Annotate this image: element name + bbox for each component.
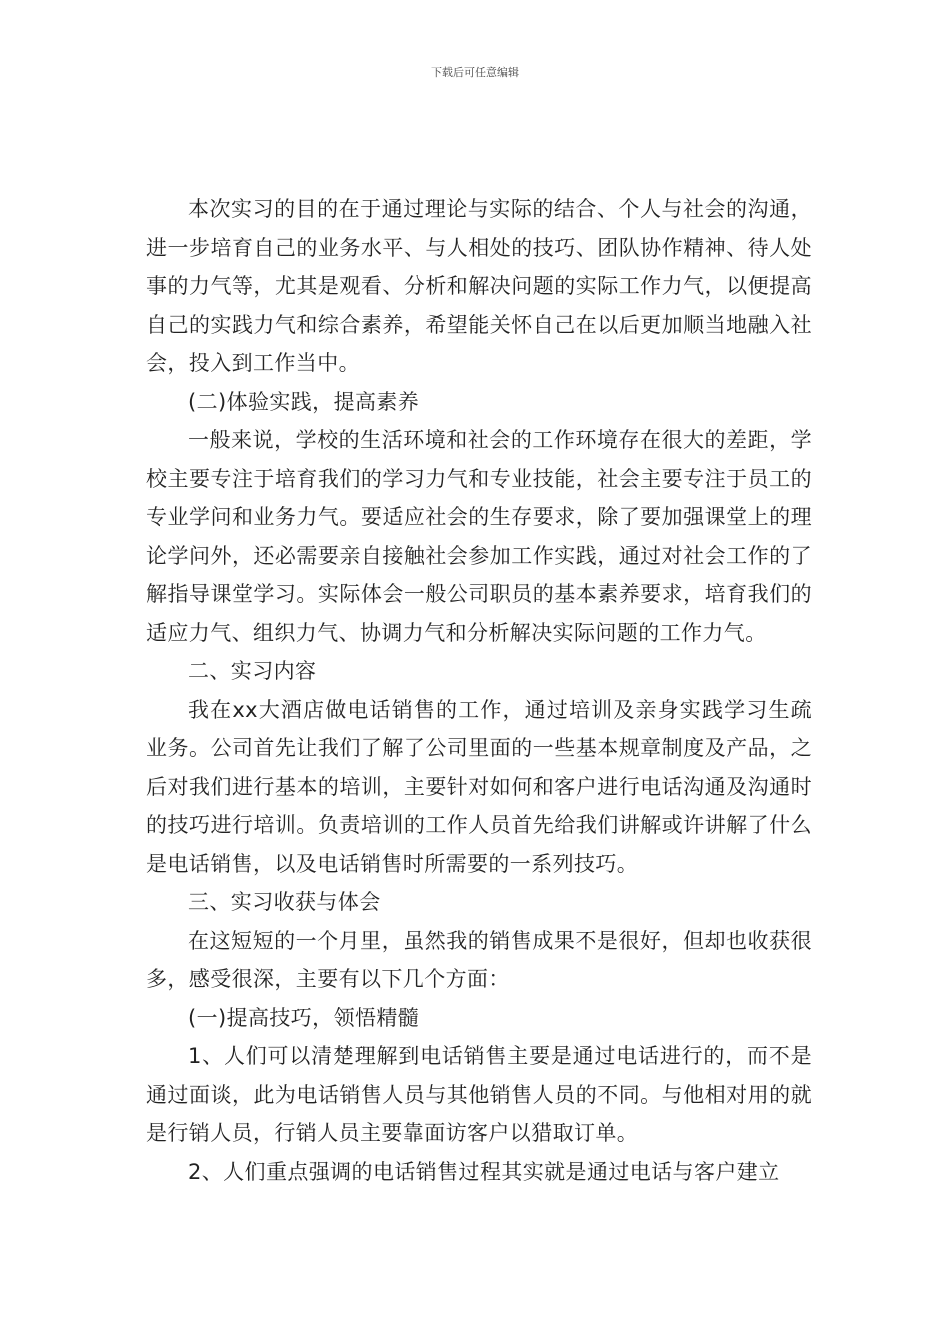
paragraph-telesales-training: 我在xx大酒店做电话销售的工作，通过培训及亲身实践学习生疏业务。公司首先让我们了解了公司里面的一些基本规章制度及产品，之后对我们进行基本的培训，主要针对如何和客户进行电话沟通及沟通时的技巧进行培训。负责培训的工作人员首先给我们讲解或许讲解了什么是电话销售，以及电话销售时所需要的一系列技巧。 xyxy=(146,697,812,876)
document-body xyxy=(146,190,812,1191)
heading-internship-content: 二、实习内容 xyxy=(188,659,317,683)
page-header: 下载后可任意编辑 xyxy=(431,66,519,79)
paragraph-one-month: 在这短短的一个月里，虽然我的销售成果不是很好，但却也收获很多，感受很深，主要有以下几个方面： xyxy=(146,928,812,991)
paragraph-purpose: 本次实习的目的在于通过理论与实际的结合、个人与社会的沟通，进一步培育自己的业务水平、与人相处的技巧、团队协作精神、待人处事的力气等，尤其是观看、分析和解决问题的实际工作力气，以便提高自己的实践力气和综合素养，希望能关怀自己在以后更加顺当地融入社会，投入到工作当中。 xyxy=(146,197,812,375)
heading-experience-practice: (二)体验实践，提高素养 xyxy=(188,389,420,414)
heading-gains-and-experience: 三、实习收获与体会 xyxy=(188,890,381,914)
heading-improve-skills: (一)提高技巧，领悟精髓 xyxy=(188,1005,420,1030)
paragraph-school-vs-society: 一般来说，学校的生活环境和社会的工作环境存在很大的差距，学校主要专注于培育我们的学习力气和专业技能，社会主要专注于员工的专业学问和业务力气。要适应社会的生存要求，除了要加强课堂上的理论学问外，还必需要亲自接触社会参加工作实践，通过对社会工作的了解指导课堂学习。实际体会一般公司职员的基本素养要求，培育我们的适应力气、组织力气、协调力气和分析解决实际问题的工作力气。 xyxy=(146,428,812,645)
paragraph-point-2: 2、人们重点强调的电话销售过程其实就是通过电话与客户建立 xyxy=(188,1159,780,1184)
paragraph-point-1: 1、人们可以清楚理解到电话销售主要是通过电话进行的，而不是通过面谈，此为电话销售人员与其他销售人员的不同。与他相对用的就是行销人员，行销人员主要靠面访客户以猎取订单。 xyxy=(146,1044,812,1145)
